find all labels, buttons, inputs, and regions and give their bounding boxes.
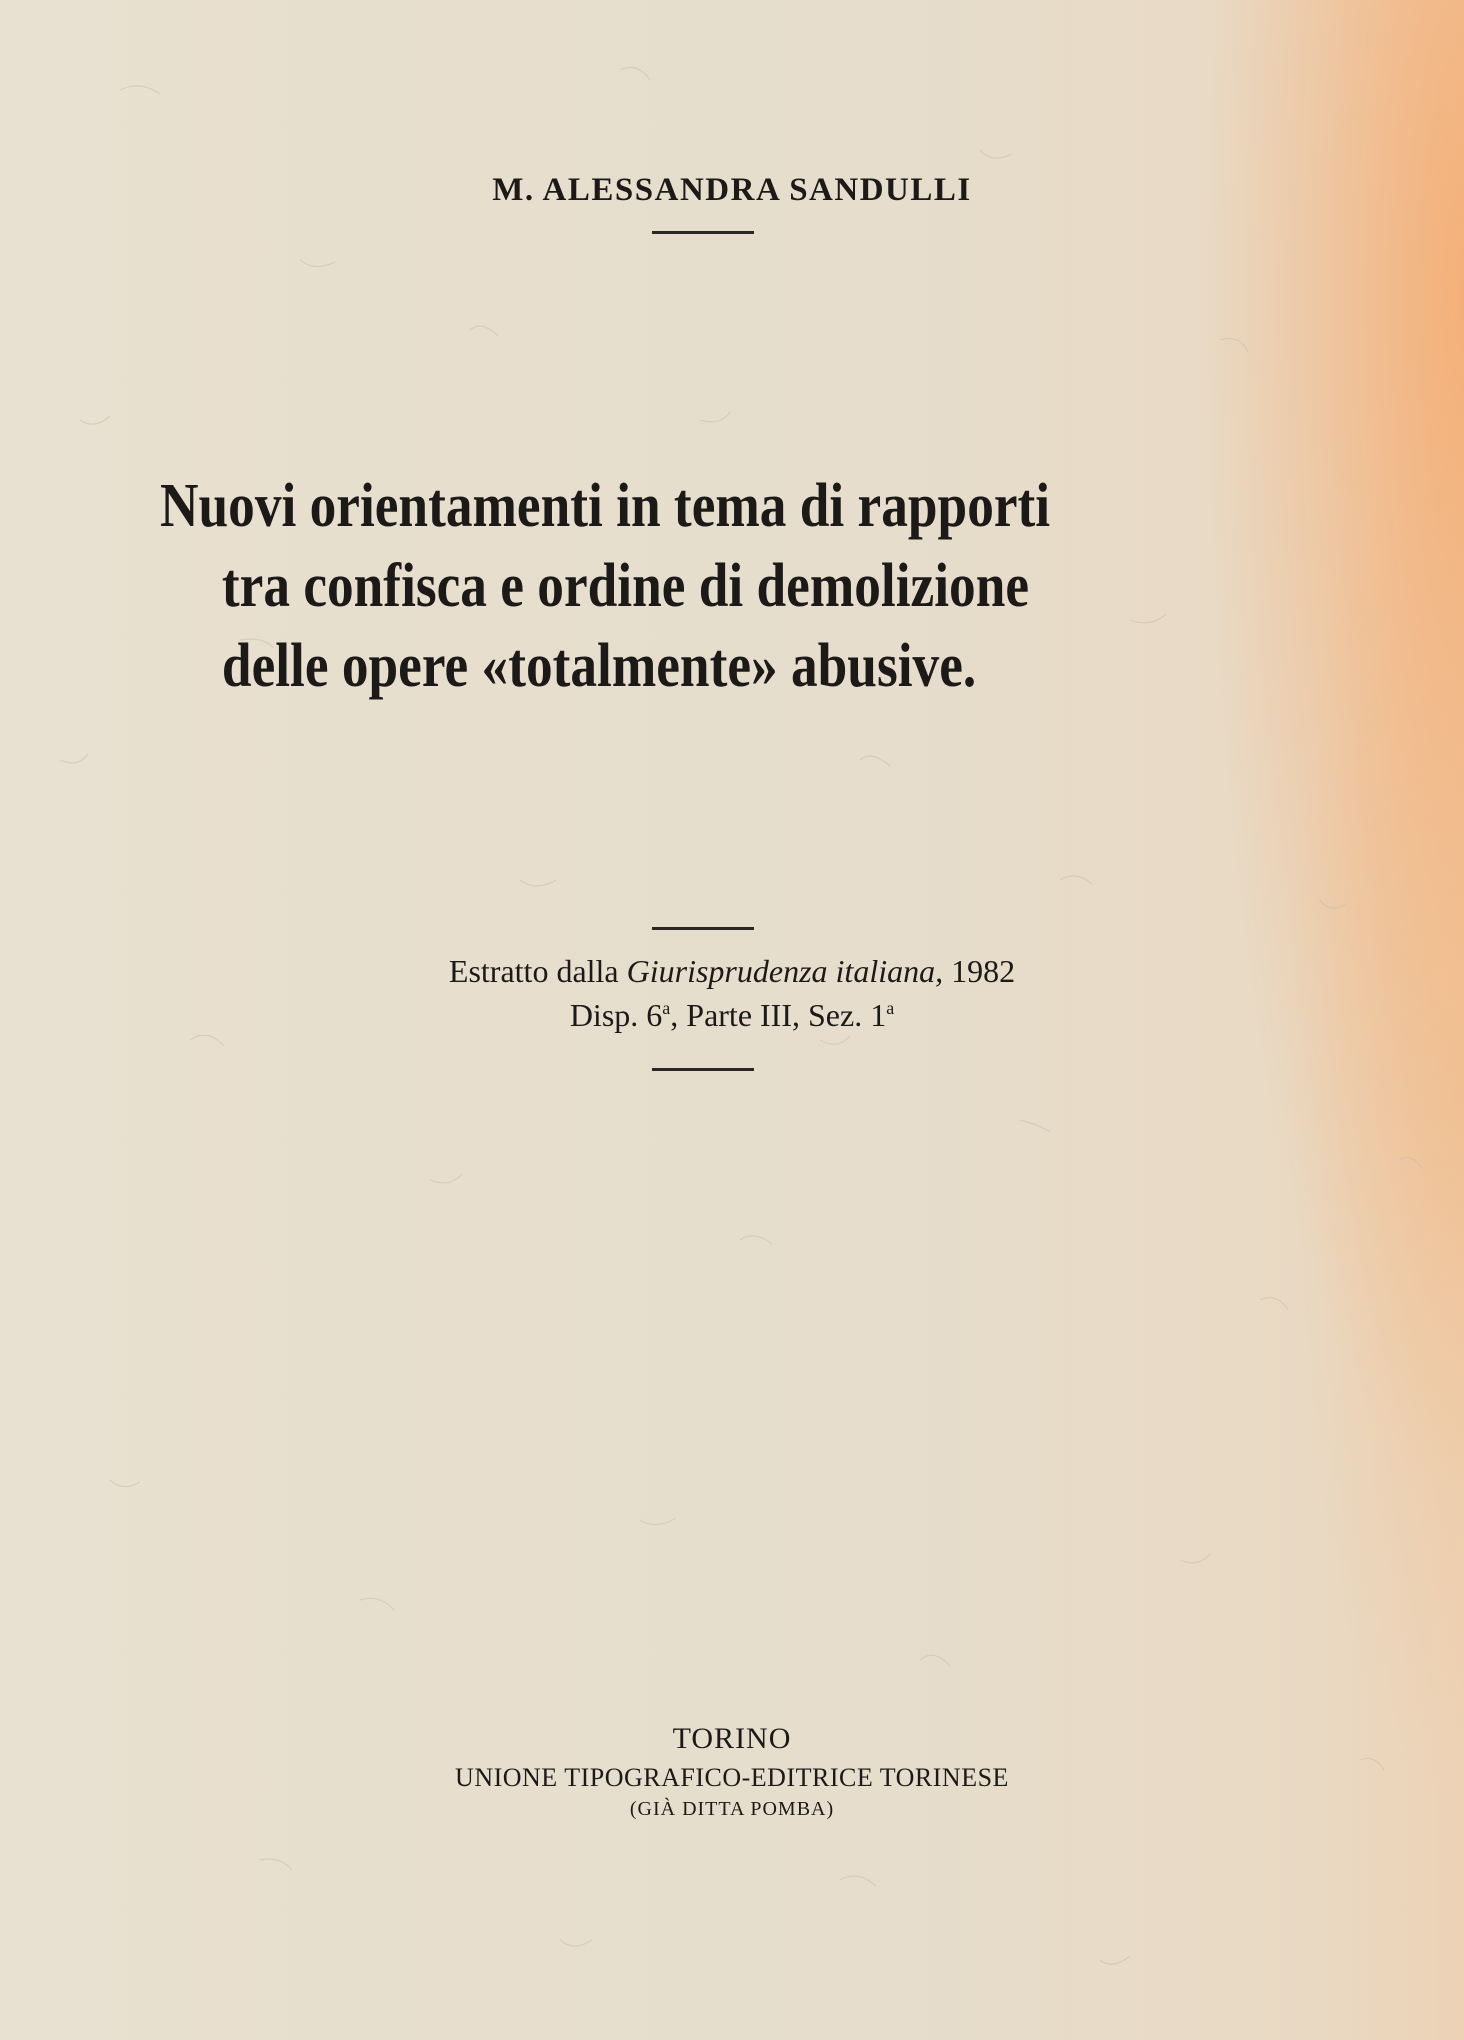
parte-sez-text: , Parte III, Sez. 1 <box>670 997 887 1033</box>
author-name: M. ALESSANDRA SANDULLI <box>492 172 972 208</box>
rule-below-author <box>652 231 754 234</box>
rule-below-extract <box>652 1068 754 1071</box>
title-line-3: delle opere «totalmente» abusive. <box>221 632 977 700</box>
rule-above-extract <box>652 927 754 930</box>
title-line-2: tra confisca e ordine di demolizione <box>221 552 1030 620</box>
disp-text: Disp. 6 <box>569 997 663 1033</box>
extract-issue-line <box>0 993 1464 1037</box>
sez-superscript: a <box>886 998 895 1018</box>
extract-source-line <box>0 949 1464 993</box>
journal-name: Giurisprudenza italiana, <box>626 953 944 989</box>
extract-year: 1982 <box>943 953 1016 989</box>
title-line-1: Nuovi orientamenti in tema di rapporti <box>160 472 1051 540</box>
imprint-former-name: (GIÀ DITTA POMBA) <box>629 1798 835 1820</box>
extract-note <box>0 949 1464 1037</box>
disp-superscript: a <box>662 998 671 1018</box>
extract-prefix: Estratto dalla <box>448 953 627 989</box>
imprint-city: TORINO <box>672 1722 792 1755</box>
imprint-publisher: UNIONE TIPOGRAFICO-EDITRICE TORINESE <box>455 1763 1009 1792</box>
